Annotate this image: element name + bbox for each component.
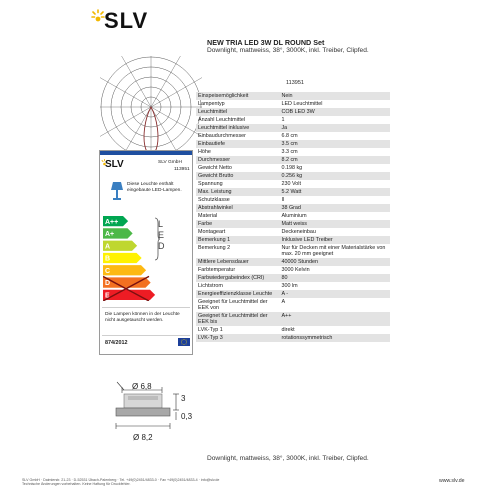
product-title: NEW TRIA LED 3W DL ROUND Set	[207, 38, 325, 47]
label-article-number: 113951	[174, 167, 190, 172]
spec-row	[196, 156, 390, 164]
spec-value: 3000 Kelvin	[281, 267, 310, 273]
spec-value: A	[281, 299, 286, 305]
spec-key: Bemerkung 2	[198, 245, 231, 251]
spec-row	[196, 334, 390, 342]
divider	[102, 307, 190, 308]
led-letter: L	[158, 219, 164, 229]
spec-row	[196, 124, 390, 132]
spec-row	[196, 266, 390, 274]
spec-value: Ja	[279, 124, 390, 132]
spec-key: Lichtstrom	[198, 283, 223, 289]
spec-key: Durchmesser	[196, 156, 279, 164]
energy-class-bar	[103, 290, 155, 300]
spec-value: 8.2 cm	[279, 156, 390, 164]
spec-key: Montageart	[198, 229, 226, 235]
spec-value: Nur für Decken mit einer Materialstärke von max. 20 mm geeignet	[281, 245, 386, 257]
spec-key: Höhe	[198, 149, 211, 155]
website-link[interactable]: www.slv.de	[439, 478, 465, 484]
spec-value: II	[281, 197, 285, 203]
spec-key: Spannung	[198, 181, 223, 187]
spec-key: Einbautiefe	[196, 140, 279, 148]
spec-value: 0.256 kg	[279, 172, 390, 180]
energy-class-label: E	[105, 292, 110, 300]
label-note-included: Diese Leuchte enthält eingebaute LED-Lampen.	[127, 182, 182, 193]
spec-key: Material	[198, 213, 218, 219]
table-lamp-icon	[110, 180, 124, 202]
spec-value: A -	[279, 290, 390, 298]
spec-value: 230 Volt	[281, 181, 301, 187]
spec-row	[196, 298, 390, 312]
sun-logo-icon	[91, 9, 105, 23]
spec-key: LVK-Typ 1	[198, 327, 223, 333]
dimension-flange: 0,3	[181, 412, 193, 421]
spec-key: Anzahl Leuchtmittel	[198, 117, 246, 123]
spec-row	[196, 108, 390, 116]
spec-row	[196, 132, 390, 140]
spec-value: 3.5 cm	[279, 140, 390, 148]
article-number: 113951	[286, 80, 304, 86]
spec-row	[196, 140, 390, 148]
label-note-not-replaceable: Die Lampen können in der Leuchte nicht ausgetauscht werden.	[105, 312, 180, 323]
spec-value: LED Leuchtmittel	[281, 101, 323, 107]
spec-value: Deckeneinbau	[281, 229, 316, 235]
spec-value: A++	[279, 312, 390, 326]
spec-value: 5.2 Watt	[279, 188, 390, 196]
spec-key: Lampentyp	[198, 101, 225, 107]
spec-key: LVK-Typ 3	[196, 334, 279, 342]
spec-value: Aluminium	[281, 213, 307, 219]
spec-row	[196, 244, 390, 258]
dimension-cutout: Ø 6,8	[132, 382, 152, 391]
spec-key: Gewicht Brutto	[196, 172, 279, 180]
spec-value: 300 lm	[281, 283, 298, 289]
spec-row	[196, 326, 390, 334]
spec-key: Farbwiedergabeindex (CRI)	[196, 274, 279, 282]
label-top-bar	[100, 151, 192, 155]
label-company-name: SLV GmbH	[158, 160, 182, 165]
label-brand-logo: SLV	[105, 159, 124, 170]
spec-value: 6.8 cm	[281, 133, 298, 139]
energy-label	[99, 150, 193, 355]
spec-key: Geeignet für Leuchtmittel der EEK bis	[196, 312, 279, 326]
spec-key: Geeignet für Leuchtmittel der EEK von	[198, 299, 268, 311]
led-lettering	[158, 219, 165, 252]
spec-key: Energieeffizienzklasse Leuchte	[196, 290, 279, 298]
spec-key: Farbe	[196, 220, 279, 228]
energy-class-label: A	[105, 243, 111, 251]
footer-line: SLV GmbH · Daimlerstr. 21-23 · D-52531 Übach-Palenberg · Tel. +49(0)2451/4833-0 · Fax +49(0)2451/4833-4 · info@slv.de	[22, 478, 220, 482]
spec-key: Bemerkung 1	[196, 236, 279, 244]
spec-row	[196, 258, 390, 266]
footer-address	[22, 478, 471, 487]
footer-line: Technische Änderungen vorbehalten. Keine Haftung für Druckfehler.	[22, 482, 131, 487]
spec-value: 40000 Stunden	[279, 258, 390, 266]
energy-class-label: A++	[105, 218, 119, 226]
led-letter: E	[158, 230, 165, 240]
polar-light-distribution-diagram	[100, 56, 202, 158]
spec-row	[196, 92, 390, 100]
spec-key: Max. Leistung	[196, 188, 279, 196]
spec-row	[196, 212, 390, 220]
spec-value: Nein	[279, 92, 390, 100]
spec-row	[196, 164, 390, 172]
spec-key: Mittlere Lebensdauer	[196, 258, 279, 266]
spec-row	[196, 228, 390, 236]
product-subtitle: Downlight, mattweiss, 38°, 3000K, inkl. Treiber, Clipfed.	[207, 47, 369, 54]
energy-class-scale	[103, 215, 158, 301]
spec-row	[196, 220, 390, 228]
spec-row	[196, 196, 390, 204]
energy-class-label: A+	[105, 231, 115, 239]
spec-value: 3.3 cm	[281, 149, 298, 155]
spec-row	[196, 180, 390, 188]
dimension-depth: 3	[181, 394, 186, 403]
energy-class-label: B	[105, 255, 111, 263]
spec-row	[196, 100, 390, 108]
spec-row	[196, 116, 390, 124]
spec-key: Einbaudurchmesser	[198, 133, 246, 139]
spec-row	[196, 148, 390, 156]
spec-value: 1	[281, 117, 285, 123]
specification-table	[196, 92, 390, 342]
spec-row	[196, 204, 390, 212]
spec-value: Inklusive LED Treiber	[279, 236, 390, 244]
spec-row	[196, 236, 390, 244]
spec-key: Farbtemperatur	[198, 267, 236, 273]
energy-class-label: C	[105, 267, 111, 275]
led-letter: D	[158, 241, 165, 251]
specification-table-container	[196, 92, 390, 342]
spec-key: Gewicht Netto	[198, 165, 232, 171]
spec-value: 80	[279, 274, 390, 282]
divider	[102, 335, 190, 336]
dimension-outer: Ø 8,2	[133, 433, 153, 442]
spec-value: 0.198 kg	[281, 165, 303, 171]
spec-value: COB LED 3W	[279, 108, 390, 116]
spec-value: Matt weiss	[279, 220, 390, 228]
eu-flag-icon	[178, 338, 190, 346]
spec-key: Abstrahlwinkel	[196, 204, 279, 212]
spec-value: direkt	[281, 327, 295, 333]
spec-row	[196, 290, 390, 298]
label-regulation-number: 874/2012	[105, 340, 128, 346]
spec-row	[196, 312, 390, 326]
spec-key: Leuchtmittel	[196, 108, 279, 116]
spec-value: rotationssymmetrisch	[279, 334, 390, 342]
product-caption: Downlight, mattweiss, 38°, 3000K, inkl. Treiber, Clipfed.	[207, 455, 369, 462]
spec-row	[196, 274, 390, 282]
spec-key: Leuchtmittel inklusive	[196, 124, 279, 132]
spec-key: Schutzklasse	[198, 197, 230, 203]
spec-row	[196, 282, 390, 290]
brand-logo: SLV	[104, 8, 149, 33]
energy-class-label: D	[105, 280, 111, 288]
spec-value: 38 Grad	[279, 204, 390, 212]
spec-row	[196, 188, 390, 196]
spec-row	[196, 172, 390, 180]
spec-key: Einspeisemöglichkeit	[196, 92, 279, 100]
